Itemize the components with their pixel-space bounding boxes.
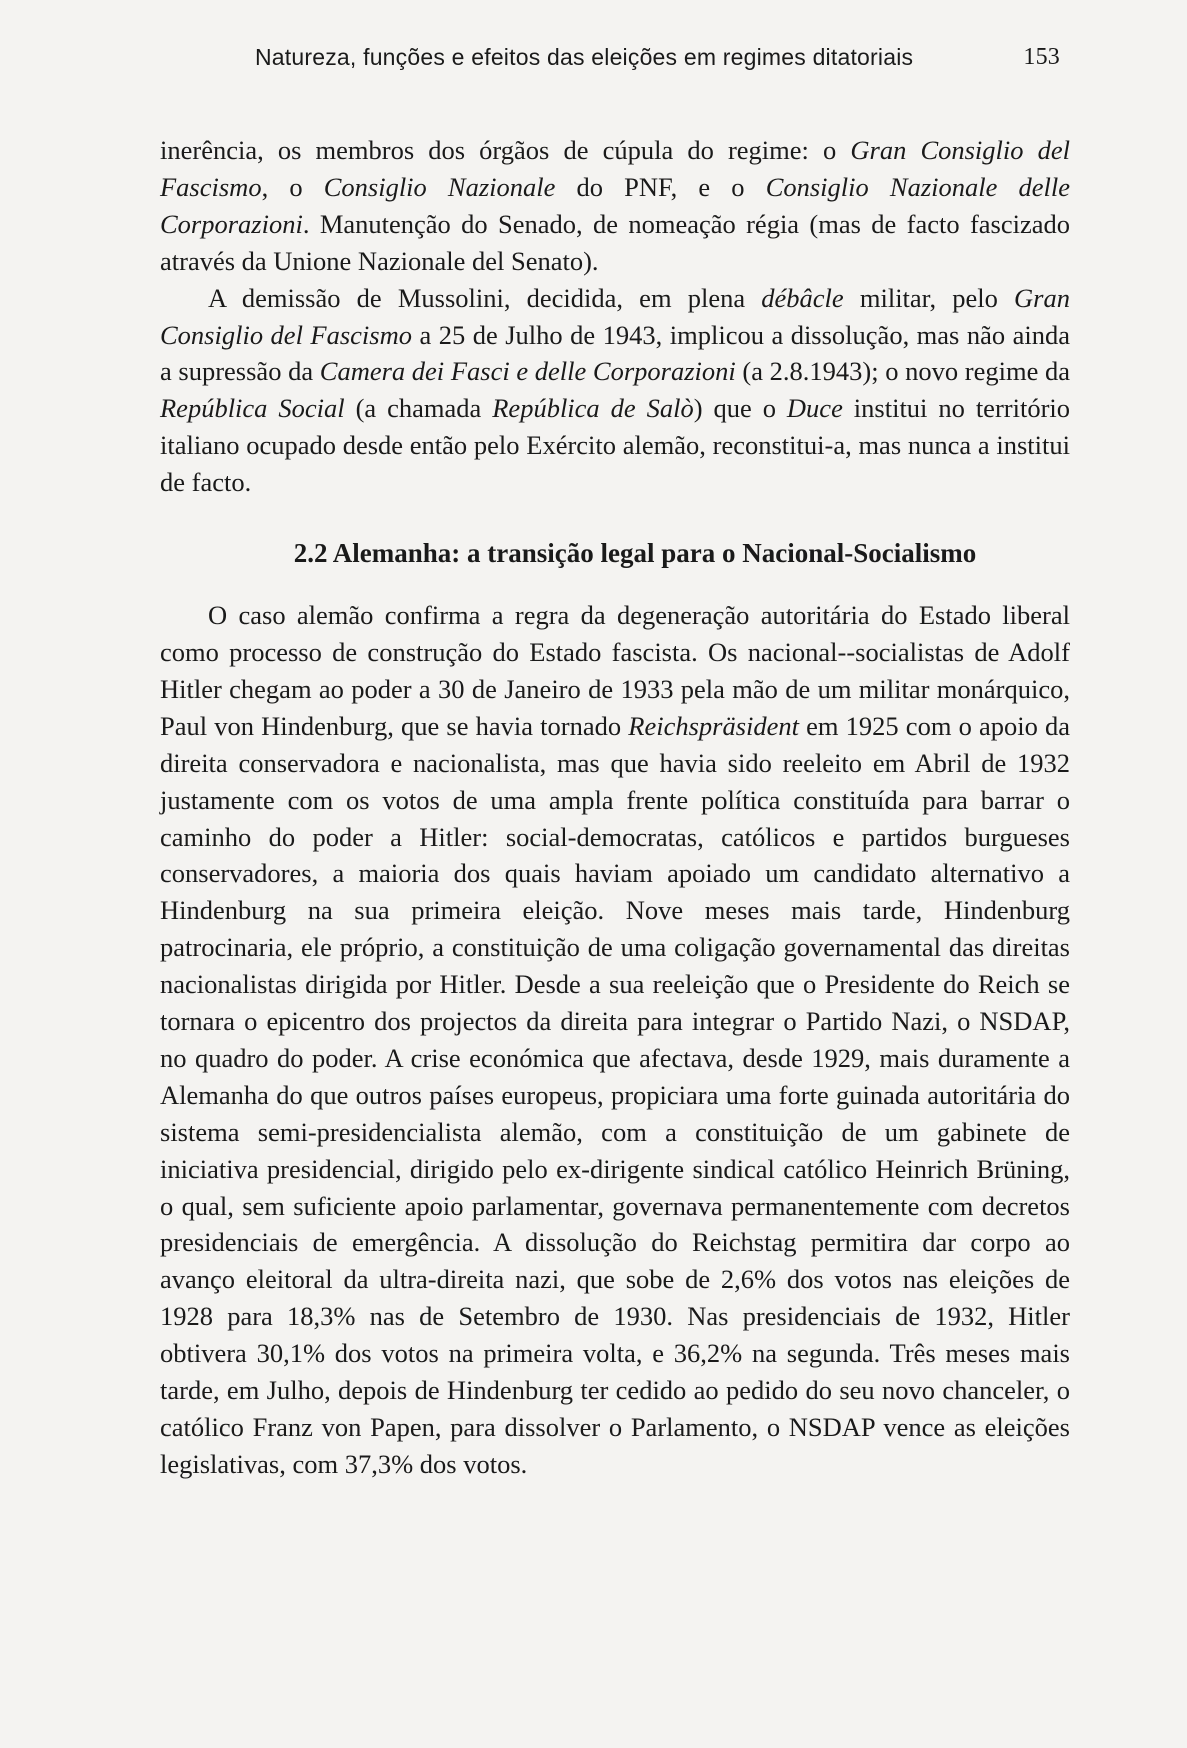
italic-term: Gran Consiglio del Fascismo	[160, 135, 1071, 202]
italic-term: Gran Consiglio del Fascismo	[160, 282, 1070, 350]
text-run: inerência, os membros dos órgãos de cúpula do regime: o	[160, 135, 851, 165]
italic-term: Consiglio Nazionale delle Corporazioni	[160, 171, 1070, 239]
text-run: militar, pelo	[843, 282, 1015, 313]
text-run: a 25 de Julho de 1943, implicou a dissolução, mas não ainda a supressão da	[160, 319, 1070, 387]
italic-term: Duce	[786, 393, 843, 424]
italic-term: República de Salò	[492, 393, 694, 424]
text-run: ) que o	[693, 393, 787, 424]
page-number: 153	[1023, 44, 1060, 70]
text-run: , o	[261, 171, 324, 202]
running-title: Natureza, funções e efeitos das eleições em regimes ditatoriais	[255, 44, 914, 70]
section-heading: 2.2 Alemanha: a transição legal para o Nacional-Socialismo	[293, 538, 977, 569]
text-run: (a 2.8.1943); o novo regime da	[735, 356, 1070, 387]
text-run: . Manutenção do Senado, de nomeação régia (mas de facto fascizado através da Unione Nazionale del Senato).	[160, 208, 1070, 276]
italic-term: débâcle	[761, 282, 844, 313]
paragraph-continuation	[160, 132, 1070, 280]
text-run: O caso alemão confirma a regra da degeneração autoritária do Estado liberal como processo de construção do Estado fascista. Os nacional--socialistas de Adolf Hitler chegam ao poder a 30 de Janeiro de 1933 pela mão de um militar monárquico, Paul von Hindenburg, que se havia tornado	[160, 600, 1070, 741]
italic-term: Reichspräsident	[628, 710, 800, 741]
text-run: institui no território italiano ocupado desde então pelo Exército alemão, reconstitui-a, mas nunca a institui de facto.	[160, 393, 1071, 498]
text-run: (a chamada	[344, 393, 493, 424]
text-run: em 1925 com o apoio da direita conservadora e nacionalista, mas que havia sido reeleito em Abril de 1932 justamente com os votos de uma ampla frente política constituída para barrar o caminho do poder a Hitler: social-democratas, católicos e partidos burgueses conservadores, a maioria dos quais haviam apoiado um candidato alternativo a Hindenburg na sua primeira eleição. Nove meses mais tarde, Hindenburg patrocinaria, ele próprio, a constituição de uma coligação governamental das direitas nacionalistas dirigida por Hitler. Desde a sua reeleição que o Presidente do Reich se tornara o epicentro dos projectos da direita para integrar o Partido Nazi, o NSDAP, no quadro do poder. A crise económica que afectava, desde 1929, mais duramente a Alemanha do que outros países europeus, propiciara uma forte guinada autoritária do sistema semi-presidencialista alemão, com a constituição de um gabinete de iniciativa presidencial, dirigido pelo ex-dirigente sindical católico Heinrich Brüning, o qual, sem suficiente apoio parlamentar, governava permanentemente com decretos presidenciais de emergência. A dissolução do Reichstag permitira dar corpo ao avanço eleitoral da ultra-direita nazi, que sobe de 2,6% dos votos nas eleições de 1928 para 18,3% nas de Setembro de 1930. Nas presidenciais de 1932, Hitler obtivera 30,1% dos votos na primeira volta, e 36,2% na segunda. Três meses mais tarde, em Julho, depois de Hindenburg ter cedido ao pedido do seu novo chanceler, o católico Franz von Papen, para dissolver o Parlamento, o NSDAP vence as eleições legislativas, com 37,3% dos votos.	[160, 710, 1070, 1479]
italic-term: Consiglio Nazionale	[323, 171, 556, 202]
paragraph-germany	[160, 597, 1070, 1483]
italic-term: República Social	[160, 393, 345, 424]
italic-term: Camera dei Fasci e delle Corporazioni	[319, 356, 736, 387]
text-run: A demissão de Mussolini, decidida, em plena	[208, 282, 762, 313]
paragraph-mussolini	[160, 280, 1070, 501]
text-run: do PNF, e o	[555, 171, 766, 202]
body-text	[160, 132, 1070, 1483]
